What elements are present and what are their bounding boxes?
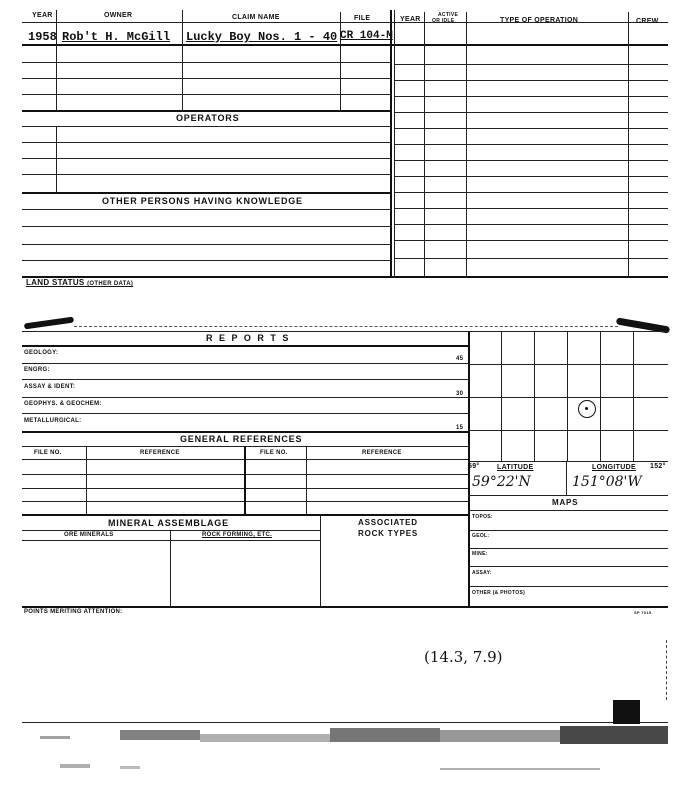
header-type-of-operation: TYPE OF OPERATION	[500, 17, 579, 24]
entry-year: 1958	[28, 30, 57, 44]
row-line	[22, 345, 468, 347]
lon-suffix: 152°	[650, 463, 666, 470]
header-crew: CREW	[636, 18, 659, 25]
ref-file-no-2: FILE NO.	[260, 450, 288, 456]
op-row-line	[394, 240, 668, 241]
row-line	[468, 548, 668, 549]
grid-line	[468, 430, 668, 431]
report-geology: GEOLOGY:	[24, 350, 59, 356]
scan-noise	[120, 766, 140, 769]
row-line	[22, 226, 390, 227]
row-line	[468, 566, 668, 567]
operators-heading: OPERATORS	[176, 113, 240, 123]
lat-prefix: 59°	[468, 463, 480, 470]
op-row-line	[394, 144, 668, 145]
report-num: 15	[456, 425, 464, 431]
col-sep	[306, 446, 307, 514]
mineral-assemblage-heading: MINERAL ASSEMBLAGE	[108, 518, 229, 528]
scan-mark	[24, 317, 74, 330]
col-sep	[182, 10, 183, 110]
scan-block	[613, 700, 640, 724]
op-row-line	[394, 208, 668, 209]
maps-topos: TOPOS:	[472, 514, 493, 520]
grid-line	[633, 331, 634, 461]
reports-heading: R E P O R T S	[206, 333, 291, 343]
row-line	[22, 260, 390, 261]
op-row-line	[394, 224, 668, 225]
report-assay: ASSAY & IDENT:	[24, 384, 76, 390]
row-line	[22, 431, 468, 433]
op-row-line	[394, 192, 668, 193]
header-owner: OWNER	[104, 12, 133, 19]
header-year: YEAR	[32, 12, 53, 19]
row-line	[22, 413, 468, 414]
op-row-line	[394, 258, 668, 259]
col-sep	[566, 461, 567, 495]
scan-noise	[40, 736, 70, 739]
header-year-right: YEAR	[400, 16, 421, 23]
op-row-line	[394, 112, 668, 113]
row-line	[22, 78, 390, 79]
col-sep	[170, 530, 171, 606]
header-rule	[22, 44, 668, 46]
associated-heading: ASSOCIATED	[358, 518, 418, 527]
form-number: SP 7015	[634, 610, 652, 615]
row-line	[22, 379, 468, 380]
other-persons-heading: OTHER PERSONS HAVING KNOWLEDGE	[102, 196, 303, 206]
row-line	[22, 158, 390, 159]
maps-heading: MAPS	[552, 498, 579, 507]
maps-assay: ASSAY:	[472, 570, 492, 576]
report-engrg: ENGRG:	[24, 367, 50, 373]
maps-mine: MINE:	[472, 551, 488, 557]
maps-other: OTHER (& PHOTOS)	[472, 590, 526, 596]
points-meriting-heading: POINTS MERITING ATTENTION:	[24, 609, 123, 615]
scan-noise	[200, 734, 330, 742]
op-row-line	[394, 128, 668, 129]
grid-line	[567, 331, 568, 461]
header-active: ACTIVE	[438, 12, 459, 18]
longitude-label: LONGITUDE	[592, 464, 636, 471]
row-line	[22, 192, 390, 194]
bottom-rule	[22, 722, 668, 723]
report-geophys: GEOPHYS. & GEOCHEM:	[24, 401, 102, 407]
row-line	[22, 244, 390, 245]
entry-file: CR 104-M	[340, 30, 393, 42]
grid-line	[600, 331, 601, 461]
report-metallurgical: METALLURGICAL:	[24, 418, 82, 424]
row-line	[22, 606, 668, 608]
op-row-line	[394, 160, 668, 161]
col-sep	[320, 514, 321, 606]
row-line	[22, 540, 320, 541]
report-num: 45	[456, 356, 464, 362]
row-line	[468, 510, 668, 511]
row-line	[22, 209, 390, 210]
latitude-label: LATITUDE	[497, 464, 534, 471]
scan-noise	[440, 730, 560, 742]
entry-owner: Rob't H. McGill	[62, 30, 171, 44]
handwritten-coordinates: (14.3, 7.9)	[424, 648, 503, 666]
col-sep	[340, 12, 341, 110]
rock-types-heading: ROCK TYPES	[358, 529, 419, 538]
location-marker-circle	[578, 400, 596, 418]
row-line	[22, 62, 390, 63]
scan-edge	[666, 640, 668, 700]
land-status-heading: LAND STATUS (OTHER DATA)	[26, 278, 134, 287]
grid-line	[468, 397, 668, 398]
maps-geol: GEOL:	[472, 533, 490, 539]
op-row-line	[394, 176, 668, 177]
entry-claim-name: Lucky Boy Nos. 1 - 40	[186, 30, 338, 44]
scan-noise	[60, 764, 90, 768]
row-line	[22, 363, 468, 364]
row-line	[468, 586, 668, 587]
col-sep	[86, 446, 87, 514]
general-references-heading: GENERAL REFERENCES	[180, 434, 303, 444]
col-sep	[244, 446, 246, 514]
header-file: FILE	[354, 15, 371, 22]
left-right-divider	[390, 10, 392, 278]
longitude-value: 151°08'W	[572, 474, 642, 490]
header-claim-name: CLAIM NAME	[232, 14, 280, 21]
grid-line	[534, 331, 535, 461]
op-row-line	[394, 80, 668, 81]
row-line	[22, 126, 390, 127]
ref-reference-2: REFERENCE	[362, 450, 402, 456]
row-line	[22, 94, 390, 95]
grid-line	[501, 331, 502, 461]
op-row-line	[394, 96, 668, 97]
row-line	[22, 142, 390, 143]
scan-noise	[560, 726, 668, 744]
row-line	[22, 174, 390, 175]
scan-noise	[120, 730, 200, 740]
col-sep	[56, 126, 57, 192]
row-line	[22, 514, 468, 516]
header-or-idle: OR IDLE	[432, 18, 455, 24]
row-line	[468, 495, 668, 496]
grid-line	[468, 461, 668, 462]
ref-file-no-1: FILE NO.	[34, 450, 62, 456]
row-line	[22, 110, 390, 112]
ore-minerals-header: ORE MINERALS	[64, 532, 114, 538]
col-sep	[56, 10, 57, 110]
latitude-value: 59°22'N	[472, 474, 531, 490]
reports-top-rule	[22, 331, 668, 332]
location-dot	[585, 407, 588, 410]
row-line	[468, 530, 668, 531]
rock-forming-header: ROCK FORMING, ETC.	[202, 532, 273, 538]
report-num: 30	[456, 391, 464, 397]
grid-line	[468, 364, 668, 365]
op-row-line	[394, 64, 668, 65]
scan-noise	[330, 728, 440, 742]
scan-noise	[440, 768, 600, 770]
row-line	[22, 530, 320, 531]
row-line	[22, 397, 468, 398]
scan-dash	[74, 326, 618, 327]
ref-reference-1: REFERENCE	[140, 450, 180, 456]
